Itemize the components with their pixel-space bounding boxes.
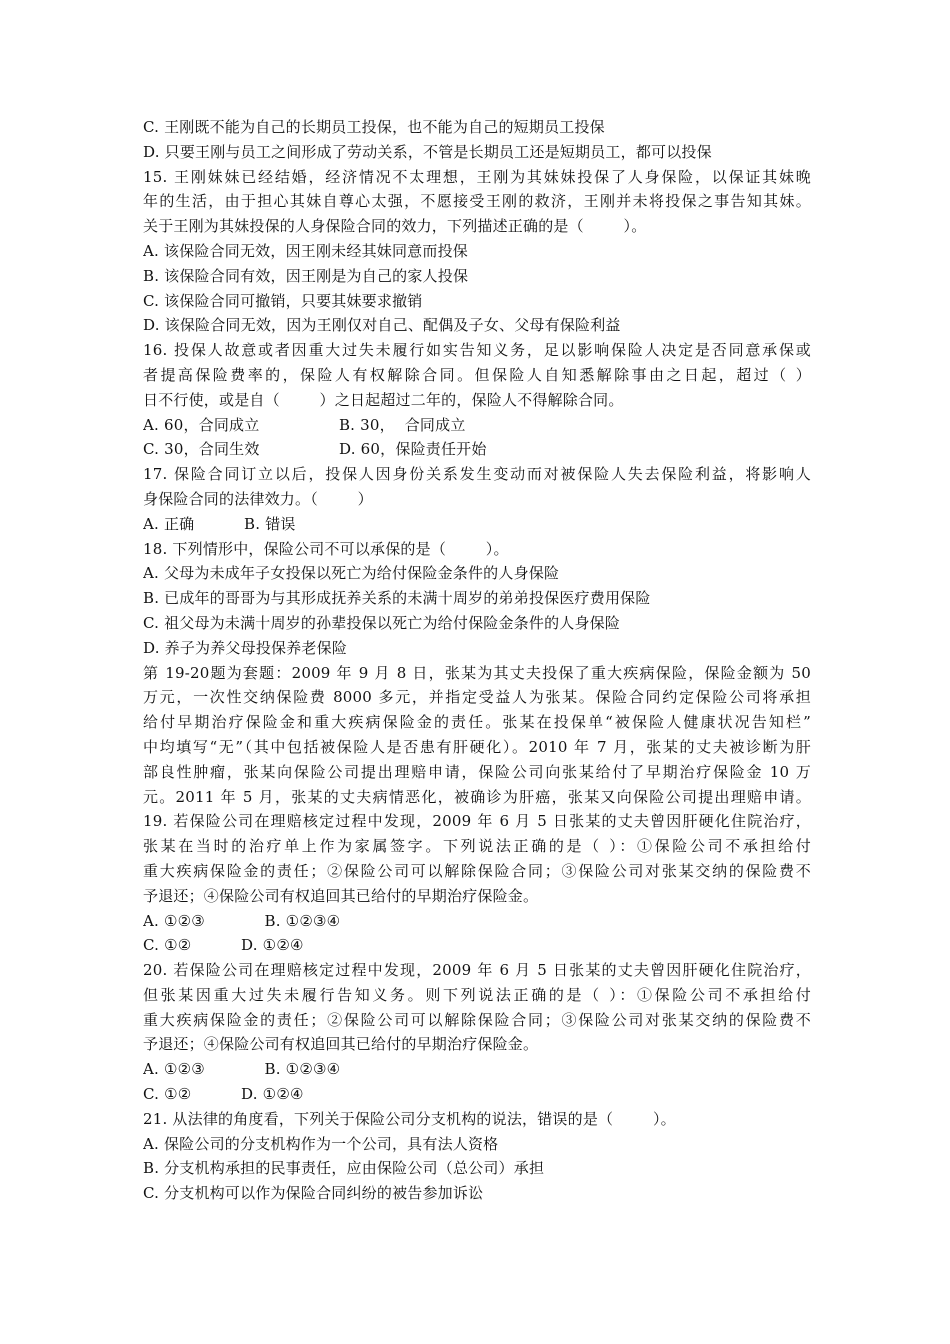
text-line: A. 该保险合同无效，因王刚未经其妹同意而投保 (143, 241, 468, 260)
text-line: 关于王刚为其妹投保的人身保险合同的效力，下列描述正确的是（ ）。 (143, 217, 647, 236)
text-line: 张某在当时的治疗单上作为家属签字。下列说法正确的是（ ）：①保险公司不承担给付 (143, 837, 811, 856)
text-line: 身保险合同的法律效力。（ ） (143, 489, 373, 508)
text-line: 予退还；④保险公司有权追回其已给付的早期治疗保险金。 (143, 1035, 539, 1054)
text-line: 者提高保险费率的，保险人有权解除合同。但保险人自知悉解除事由之日起，超过（ ） (143, 365, 811, 384)
text-line: A. 保险公司的分支机构作为一个公司，具有法人资格 (143, 1134, 499, 1153)
text-line: 17. 保险合同订立以后，投保人因身份关系发生变动而对被保险人失去保险利益，将影响人 (143, 465, 811, 484)
text-line: A. ①②③ B. ①②③④ (143, 911, 341, 930)
text-line: A. 父母为未成年子女投保以死亡为给付保险金条件的人身保险 (143, 564, 560, 583)
text-line: C. 30，合同生效 D. 60，保险责任开始 (143, 440, 487, 459)
text-line: C. ①② D. ①②④ (143, 1085, 304, 1104)
text-line: 20. 若保险公司在理赔核定过程中发现，2009 年 6 月 5 日张某的丈夫曾因肝硬化住院治疗， (143, 961, 811, 980)
text-line: A. 60，合同成立 B. 30， 合同成立 (143, 415, 466, 434)
text-line: 18. 下列情形中，保险公司不可以承保的是（ ）。 (143, 539, 509, 558)
text-line: D. 该保险合同无效，因为王刚仅对自己、配偶及子女、父母有保险利益 (143, 316, 621, 335)
text-line: D. 只要王刚与员工之间形成了劳动关系，不管是长期员工还是短期员工，都可以投保 (143, 142, 712, 161)
text-line: 重大疾病保险金的责任；②保险公司可以解除保险合同；③保险公司对张某交纳的保险费不 (143, 1010, 811, 1029)
text-line: 部良性肿瘤，张某向保险公司提出理赔申请，保险公司向张某给付了早期治疗保险金 10 万 (143, 762, 811, 781)
text-line: 元。2011 年 5 月，张某的丈夫病情恶化，被确诊为肝癌，张某又向保险公司提出理赔申请。 (143, 787, 811, 806)
text-line: A. ①②③ B. ①②③④ (143, 1060, 341, 1079)
text-line: C. 祖父母为未满十周岁的孙辈投保以死亡为给付保险金条件的人身保险 (143, 613, 621, 632)
text-line: 予退还；④保险公司有权追回其已给付的早期治疗保险金。 (143, 886, 539, 905)
text-line: 16. 投保人故意或者因重大过失未履行如实告知义务，足以影响保险人决定是否同意承保或 (143, 341, 811, 360)
text-line: 15. 王刚妹妹已经结婚，经济情况不太理想，王刚为其妹妹投保了人身保险，以保证其妹晚 (143, 167, 811, 186)
text-line: C. 王刚既不能为自己的长期员工投保，也不能为自己的短期员工投保 (143, 118, 605, 136)
text-line: 19. 若保险公司在理赔核定过程中发现，2009 年 6 月 5 日张某的丈夫曾因肝硬化住院治疗， (143, 812, 811, 831)
text-line: B. 分支机构承担的民事责任，应由保险公司（总公司）承担 (143, 1159, 545, 1178)
text-line: 日不行使，或是自（ ）之日起超过二年的，保险人不得解除合同。 (143, 390, 624, 409)
text-line: B. 该保险合同有效，因王刚是为自己的家人投保 (143, 266, 469, 285)
text-line: C. 该保险合同可撤销，只要其妹要求撤销 (143, 291, 423, 310)
text-line: 第 19-20题为套题：2009 年 9 月 8 日，张某为其丈夫投保了重大疾病保险，保险金额为 50 (143, 663, 811, 682)
text-line: D. 养子为养父母投保养老保险 (143, 638, 348, 657)
document-page (143, 115, 811, 1206)
text-line: C. 分支机构可以作为保险合同纠纷的被告参加诉讼 (143, 1184, 484, 1203)
text-line: 中均填写“无”（其中包括被保险人是否患有肝硬化）。2010 年 7 月，张某的丈夫被诊断为肝 (143, 737, 811, 756)
text-line: 给付早期治疗保险金和重大疾病保险金的责任。张某在投保单“被保险人健康状况告知栏” (143, 713, 811, 732)
text-line: 万元，一次性交纳保险费 8000 多元，并指定受益人为张某。保险合同约定保险公司将承担 (143, 688, 811, 707)
text-line: A. 正确 B. 错误 (143, 514, 296, 533)
text-line: 年的生活，由于担心其妹自尊心太强，不愿接受王刚的救济，王刚并未将投保之事告知其妹。 (143, 192, 811, 211)
text-line: B. 已成年的哥哥为与其形成抚养关系的未满十周岁的弟弟投保医疗费用保险 (143, 589, 651, 608)
text-line: 重大疾病保险金的责任；②保险公司可以解除保险合同；③保险公司对张某交纳的保险费不 (143, 861, 811, 880)
text-line: C. ①② D. ①②④ (143, 936, 304, 955)
text-line: 21. 从法律的角度看，下列关于保险公司分支机构的说法，错误的是（ ）。 (143, 1109, 676, 1128)
text-line: 但张某因重大过失未履行告知义务。则下列说法正确的是（ ）：①保险公司不承担给付 (143, 985, 811, 1004)
